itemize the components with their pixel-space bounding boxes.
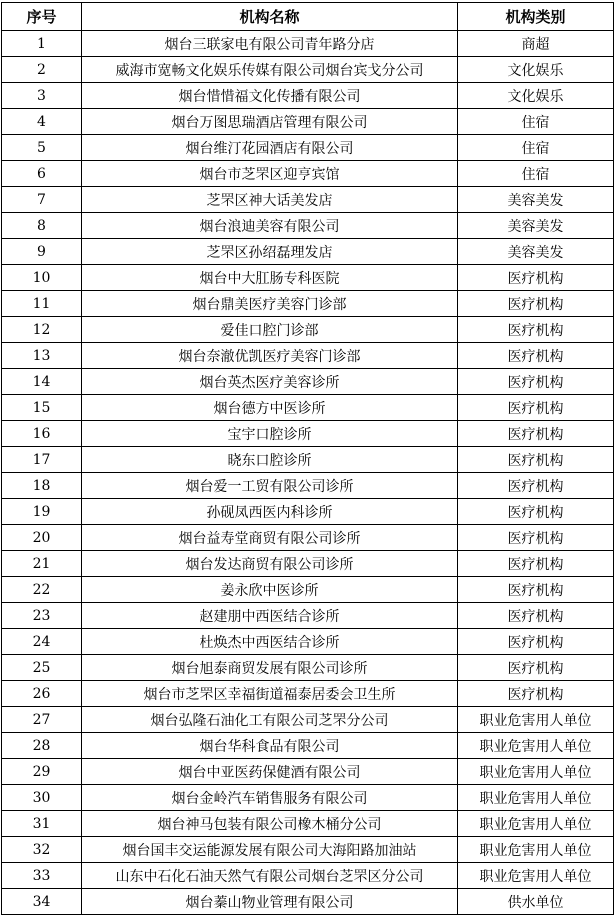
institution-category-cell: 医疗机构 [458,265,614,291]
serial-number-cell: 21 [2,551,82,577]
table-row [2,343,614,369]
serial-number-cell: 7 [2,187,82,213]
table-row [2,473,614,499]
institution-name-cell: 烟台鼎美医疗美容门诊部 [82,291,458,317]
serial-number-cell: 31 [2,811,82,837]
serial-number-cell: 25 [2,655,82,681]
institution-name-cell: 芝罘区神大话美发店 [82,187,458,213]
institution-category-cell: 医疗机构 [458,473,614,499]
table-row [2,863,614,889]
institution-category-cell: 医疗机构 [458,525,614,551]
institution-name-cell: 烟台德方中医诊所 [82,395,458,421]
serial-number-cell: 15 [2,395,82,421]
institution-name-cell: 烟台三联家电有限公司青年路分店 [82,31,458,57]
table-row [2,31,614,57]
serial-number-cell: 6 [2,161,82,187]
institution-category-cell: 住宿 [458,109,614,135]
serial-number-cell: 32 [2,837,82,863]
serial-number-cell: 3 [2,83,82,109]
institution-category-cell: 医疗机构 [458,629,614,655]
institution-category-cell: 职业危害用人单位 [458,759,614,785]
institution-name-cell: 芝罘区孙绍磊理发店 [82,239,458,265]
serial-number-cell: 11 [2,291,82,317]
institution-name-cell: 烟台华科食品有限公司 [82,733,458,759]
institution-category-cell: 医疗机构 [458,421,614,447]
institution-name-cell: 烟台英杰医疗美容诊所 [82,369,458,395]
institution-name-cell: 烟台奈澈优凯医疗美容门诊部 [82,343,458,369]
institution-table [1,2,614,915]
serial-number-cell: 34 [2,889,82,915]
table-row [2,811,614,837]
serial-number-cell: 33 [2,863,82,889]
serial-number-cell: 16 [2,421,82,447]
serial-number-cell: 27 [2,707,82,733]
table-row [2,239,614,265]
serial-number-cell: 12 [2,317,82,343]
serial-number-cell: 20 [2,525,82,551]
institution-category-cell: 美容美发 [458,213,614,239]
institution-category-cell: 职业危害用人单位 [458,811,614,837]
institution-category-cell: 供水单位 [458,889,614,915]
institution-category-cell: 医疗机构 [458,447,614,473]
institution-category-cell: 美容美发 [458,187,614,213]
table-row [2,395,614,421]
institution-name-cell: 烟台发达商贸有限公司诊所 [82,551,458,577]
serial-number-cell: 28 [2,733,82,759]
serial-number-cell: 14 [2,369,82,395]
table-row [2,837,614,863]
header-institution-name: 机构名称 [82,3,458,31]
serial-number-cell: 26 [2,681,82,707]
table-body [2,31,614,915]
serial-number-cell: 2 [2,57,82,83]
header-serial-number: 序号 [2,3,82,31]
table-row [2,135,614,161]
institution-category-cell: 医疗机构 [458,343,614,369]
institution-name-cell: 烟台惜惜福文化传播有限公司 [82,83,458,109]
table-row [2,629,614,655]
serial-number-cell: 17 [2,447,82,473]
institution-name-cell: 烟台中大肛肠专科医院 [82,265,458,291]
header-row [2,3,614,31]
serial-number-cell: 23 [2,603,82,629]
serial-number-cell: 24 [2,629,82,655]
institution-category-cell: 职业危害用人单位 [458,733,614,759]
table-row [2,889,614,915]
institution-name-cell: 威海市宽畅文化娱乐传媒有限公司烟台宾戈分公司 [82,57,458,83]
institution-name-cell: 赵建朋中西医结合诊所 [82,603,458,629]
serial-number-cell: 18 [2,473,82,499]
table-row [2,707,614,733]
institution-name-cell: 烟台市芝罘区幸福街道福泰居委会卫生所 [82,681,458,707]
institution-name-cell: 晓东口腔诊所 [82,447,458,473]
table-row [2,525,614,551]
institution-category-cell: 医疗机构 [458,369,614,395]
serial-number-cell: 5 [2,135,82,161]
institution-category-cell: 职业危害用人单位 [458,707,614,733]
table-row [2,785,614,811]
institution-name-cell: 烟台中亚医药保健酒有限公司 [82,759,458,785]
institution-name-cell: 山东中石化石油天然气有限公司烟台芝罘区分公司 [82,863,458,889]
serial-number-cell: 19 [2,499,82,525]
institution-name-cell: 烟台维汀花园酒店有限公司 [82,135,458,161]
serial-number-cell: 1 [2,31,82,57]
table-row [2,265,614,291]
table-row [2,187,614,213]
institution-name-cell: 宝宇口腔诊所 [82,421,458,447]
institution-name-cell: 烟台益寿堂商贸有限公司诊所 [82,525,458,551]
institution-name-cell: 烟台弘隆石油化工有限公司芝罘分公司 [82,707,458,733]
table-row [2,551,614,577]
institution-category-cell: 医疗机构 [458,603,614,629]
table-row [2,421,614,447]
institution-name-cell: 爱佳口腔门诊部 [82,317,458,343]
serial-number-cell: 22 [2,577,82,603]
institution-name-cell: 烟台市芝罘区迎亨宾馆 [82,161,458,187]
table-row [2,447,614,473]
institution-category-cell: 医疗机构 [458,291,614,317]
institution-name-cell: 烟台蓁山物业管理有限公司 [82,889,458,915]
table-row [2,681,614,707]
table-row [2,733,614,759]
table-row [2,57,614,83]
table-row [2,291,614,317]
serial-number-cell: 10 [2,265,82,291]
institution-category-cell: 医疗机构 [458,577,614,603]
table-row [2,317,614,343]
institution-name-cell: 烟台金岭汽车销售服务有限公司 [82,785,458,811]
institution-name-cell: 烟台浪迪美容有限公司 [82,213,458,239]
institution-category-cell: 职业危害用人单位 [458,863,614,889]
table-row [2,369,614,395]
institution-category-cell: 医疗机构 [458,551,614,577]
header-institution-category: 机构类别 [458,3,614,31]
serial-number-cell: 8 [2,213,82,239]
table-row [2,655,614,681]
table-row [2,577,614,603]
table-row [2,161,614,187]
institution-category-cell: 医疗机构 [458,499,614,525]
table-row [2,109,614,135]
institution-category-cell: 住宿 [458,161,614,187]
serial-number-cell: 30 [2,785,82,811]
institution-category-cell: 医疗机构 [458,395,614,421]
institution-category-cell: 商超 [458,31,614,57]
institution-category-cell: 职业危害用人单位 [458,785,614,811]
institution-name-cell: 烟台国丰交运能源发展有限公司大海阳路加油站 [82,837,458,863]
institution-name-cell: 杜焕杰中西医结合诊所 [82,629,458,655]
institution-category-cell: 医疗机构 [458,317,614,343]
serial-number-cell: 9 [2,239,82,265]
table-row [2,603,614,629]
serial-number-cell: 29 [2,759,82,785]
institution-category-cell: 住宿 [458,135,614,161]
institution-category-cell: 文化娱乐 [458,57,614,83]
institution-name-cell: 孙砚凤西医内科诊所 [82,499,458,525]
institution-category-cell: 美容美发 [458,239,614,265]
serial-number-cell: 13 [2,343,82,369]
table-row [2,759,614,785]
institution-category-cell: 医疗机构 [458,681,614,707]
institution-category-cell: 医疗机构 [458,655,614,681]
institution-name-cell: 烟台旭泰商贸发展有限公司诊所 [82,655,458,681]
institution-category-cell: 文化娱乐 [458,83,614,109]
table-row [2,83,614,109]
institution-name-cell: 烟台神马包装有限公司橡木桶分公司 [82,811,458,837]
table-row [2,499,614,525]
institution-name-cell: 姜永欣中医诊所 [82,577,458,603]
institution-name-cell: 烟台万图思瑞酒店管理有限公司 [82,109,458,135]
table-row [2,213,614,239]
institution-category-cell: 职业危害用人单位 [458,837,614,863]
institution-name-cell: 烟台爱一工贸有限公司诊所 [82,473,458,499]
serial-number-cell: 4 [2,109,82,135]
